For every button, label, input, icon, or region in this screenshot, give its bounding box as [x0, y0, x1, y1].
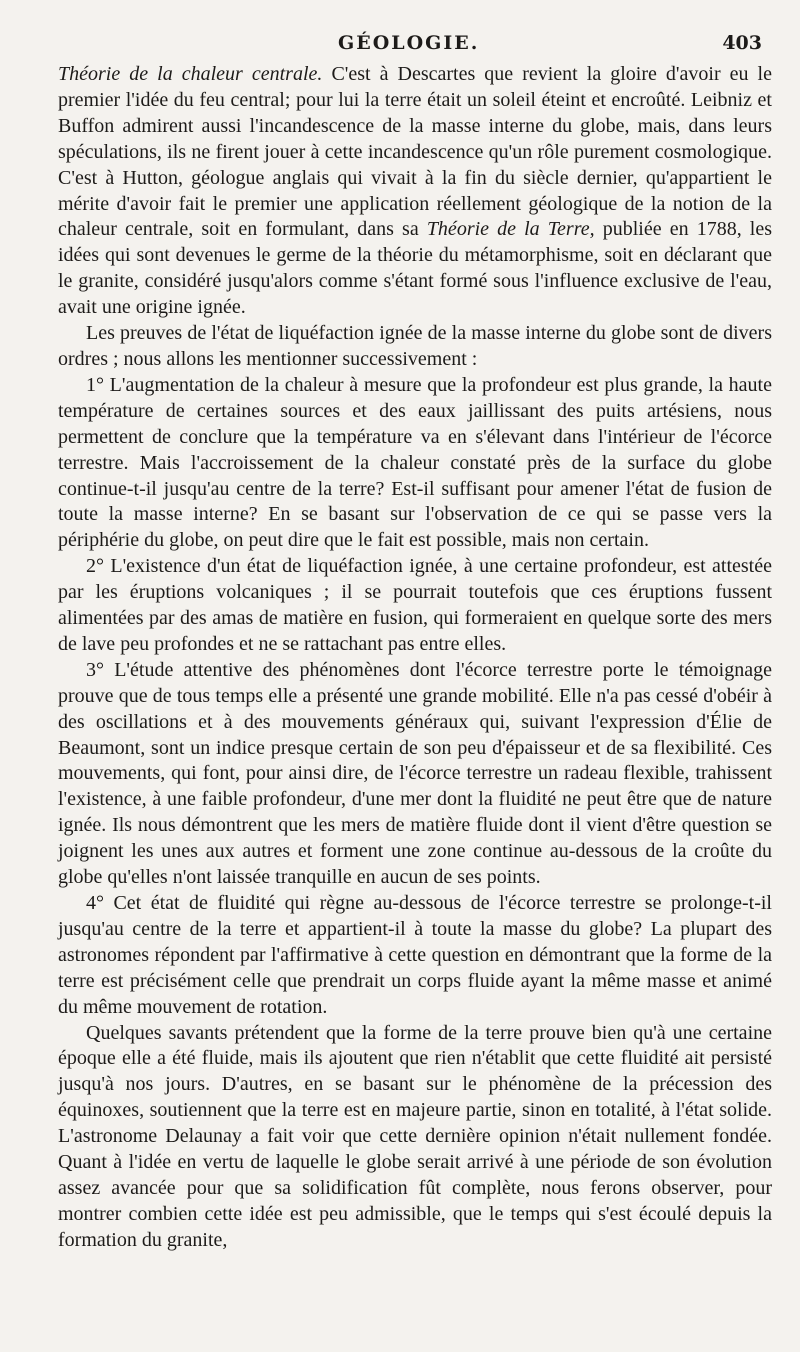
body-text: [58, 62, 772, 1254]
paragraph-central-heat-theory: [58, 62, 772, 321]
paragraph-savants: Quelques savants prétendent que la forme de la terre prouve bien qu'à une certaine époque elle a été fluide, mais ils ajoutent que rien n'établit que cette fluidité ait persisté jusqu'à nos jours. D'autres, en se basant sur le phénomène de la précession des équinoxes, soutiennent que la terre est en majeure partie, sinon en totalité, à l'état solide. L'astronome Delaunay a fait voir que cette dernière opinion n'était nullement fondée. Quant à l'idée en vertu de laquelle le globe serait arrivé à une période de son évolution assez avancée pour que sa solidification fût complète, nous ferons observer, pour montrer combien cette idée est peu admissible, que le temps qui s'est écoulé depuis la formation du granite,: [58, 1021, 772, 1251]
running-title: GÉOLOGIE.: [338, 32, 480, 54]
section-lead-italic: Théorie de la chaleur centrale.: [58, 63, 323, 85]
paragraph-proofs-intro: Les preuves de l'état de liquéfaction ignée de la masse interne du globe sont de divers ordres ; nous allons les mentionner successivement :: [58, 322, 772, 370]
paragraph-proof-1: 1° L'augmentation de la chaleur à mesure que la profondeur est plus grande, la haute température de certaines sources et des eaux jaillissant des puits artésiens, nous permettent de conclure que la température va en s'élevant dans l'intérieur de l'écorce terrestre. Mais l'accroissement de la chaleur constaté près de la surface du globe continue-t-il jusqu'au centre de la terre? Est-il suffisant pour amener l'état de fusion de toute la masse interne? En se basant sur l'observation de ce qui se passe vers la périphérie du globe, on peut dire que le fait est possible, mais non certain.: [58, 373, 772, 552]
paragraph-proof-4: 4° Cet état de fluidité qui règne au-dessous de l'écorce terrestre se prolonge-t-il jusqu'au centre de la terre et appartient-il à toute la masse du globe? La plupart des astronomes répondent par l'affirmative à cette question en démontrant que la forme de la terre est précisément celle que prendrait un corps fluide ayant la même masse et animé du même mouvement de rotation.: [58, 892, 772, 1018]
paragraph-text: publiée en 1788, les idées qui sont devenues le germe de la théorie du métamorphisme, soit en déclarant que le granite, considéré jusqu'alors comme s'étant formé sous l'influence exclusive de l'eau, avait une origine ignée.: [58, 218, 773, 319]
paragraph-proof-3: 3° L'étude attentive des phénomènes dont l'écorce terrestre porte le témoignage prouve que de tous temps elle a présenté une grande mobilité. Elle n'a pas cessé d'obéir à des oscillations et à des mouvements généraux qui, suivant l'expression d'Élie de Beaumont, sont un indice presque certain de son peu d'épaisseur et de sa flexibilité. Ces mouvements, qui font, pour ainsi dire, de l'écorce terrestre un radeau flexible, trahissent l'existence, à une faible profondeur, d'une mer dont la fluidité ne peut être que de nature ignée. Ils nous démontrent que les mers de matière fluide dont il vient d'être question se joignent les unes aux autres et forment une zone continue au-dessous de la croûte du globe qu'elles n'ont laissée tranquille en aucun de ses points.: [58, 658, 772, 889]
book-title-italic: Théorie de la Terre,: [426, 218, 595, 241]
running-head: [58, 30, 772, 62]
paragraph-text: C'est à Descartes que revient la gloire d'avoir eu le premier l'idée du feu central; pour lui la terre était un soleil éteint et encroûté. Leibniz et Buffon admirent aussi l'incandescence de la masse interne du globe, mais, dans leurs spéculations, ils ne firent jouer à cette incandescence qu'un rôle purement cosmologique. C'est à Hutton, géologue anglais qui vivait à la fin du siècle dernier, qu'appartient le mérite d'avoir fait le premier une application réellement géologique de la notion de la chaleur centrale, soit en formulant, dans sa: [58, 63, 772, 241]
paragraph-proof-2: 2° L'existence d'un état de liquéfaction ignée, à une certaine profondeur, est attestée par les éruptions volcaniques ; il se pourrait toutefois que ces éruptions fussent alimentées par des amas de matière en fusion, qui formeraient en quelque sorte des mers de lave peu profondes et ne se rattachant pas entre elles.: [58, 555, 772, 655]
page-number: 403: [722, 32, 762, 54]
